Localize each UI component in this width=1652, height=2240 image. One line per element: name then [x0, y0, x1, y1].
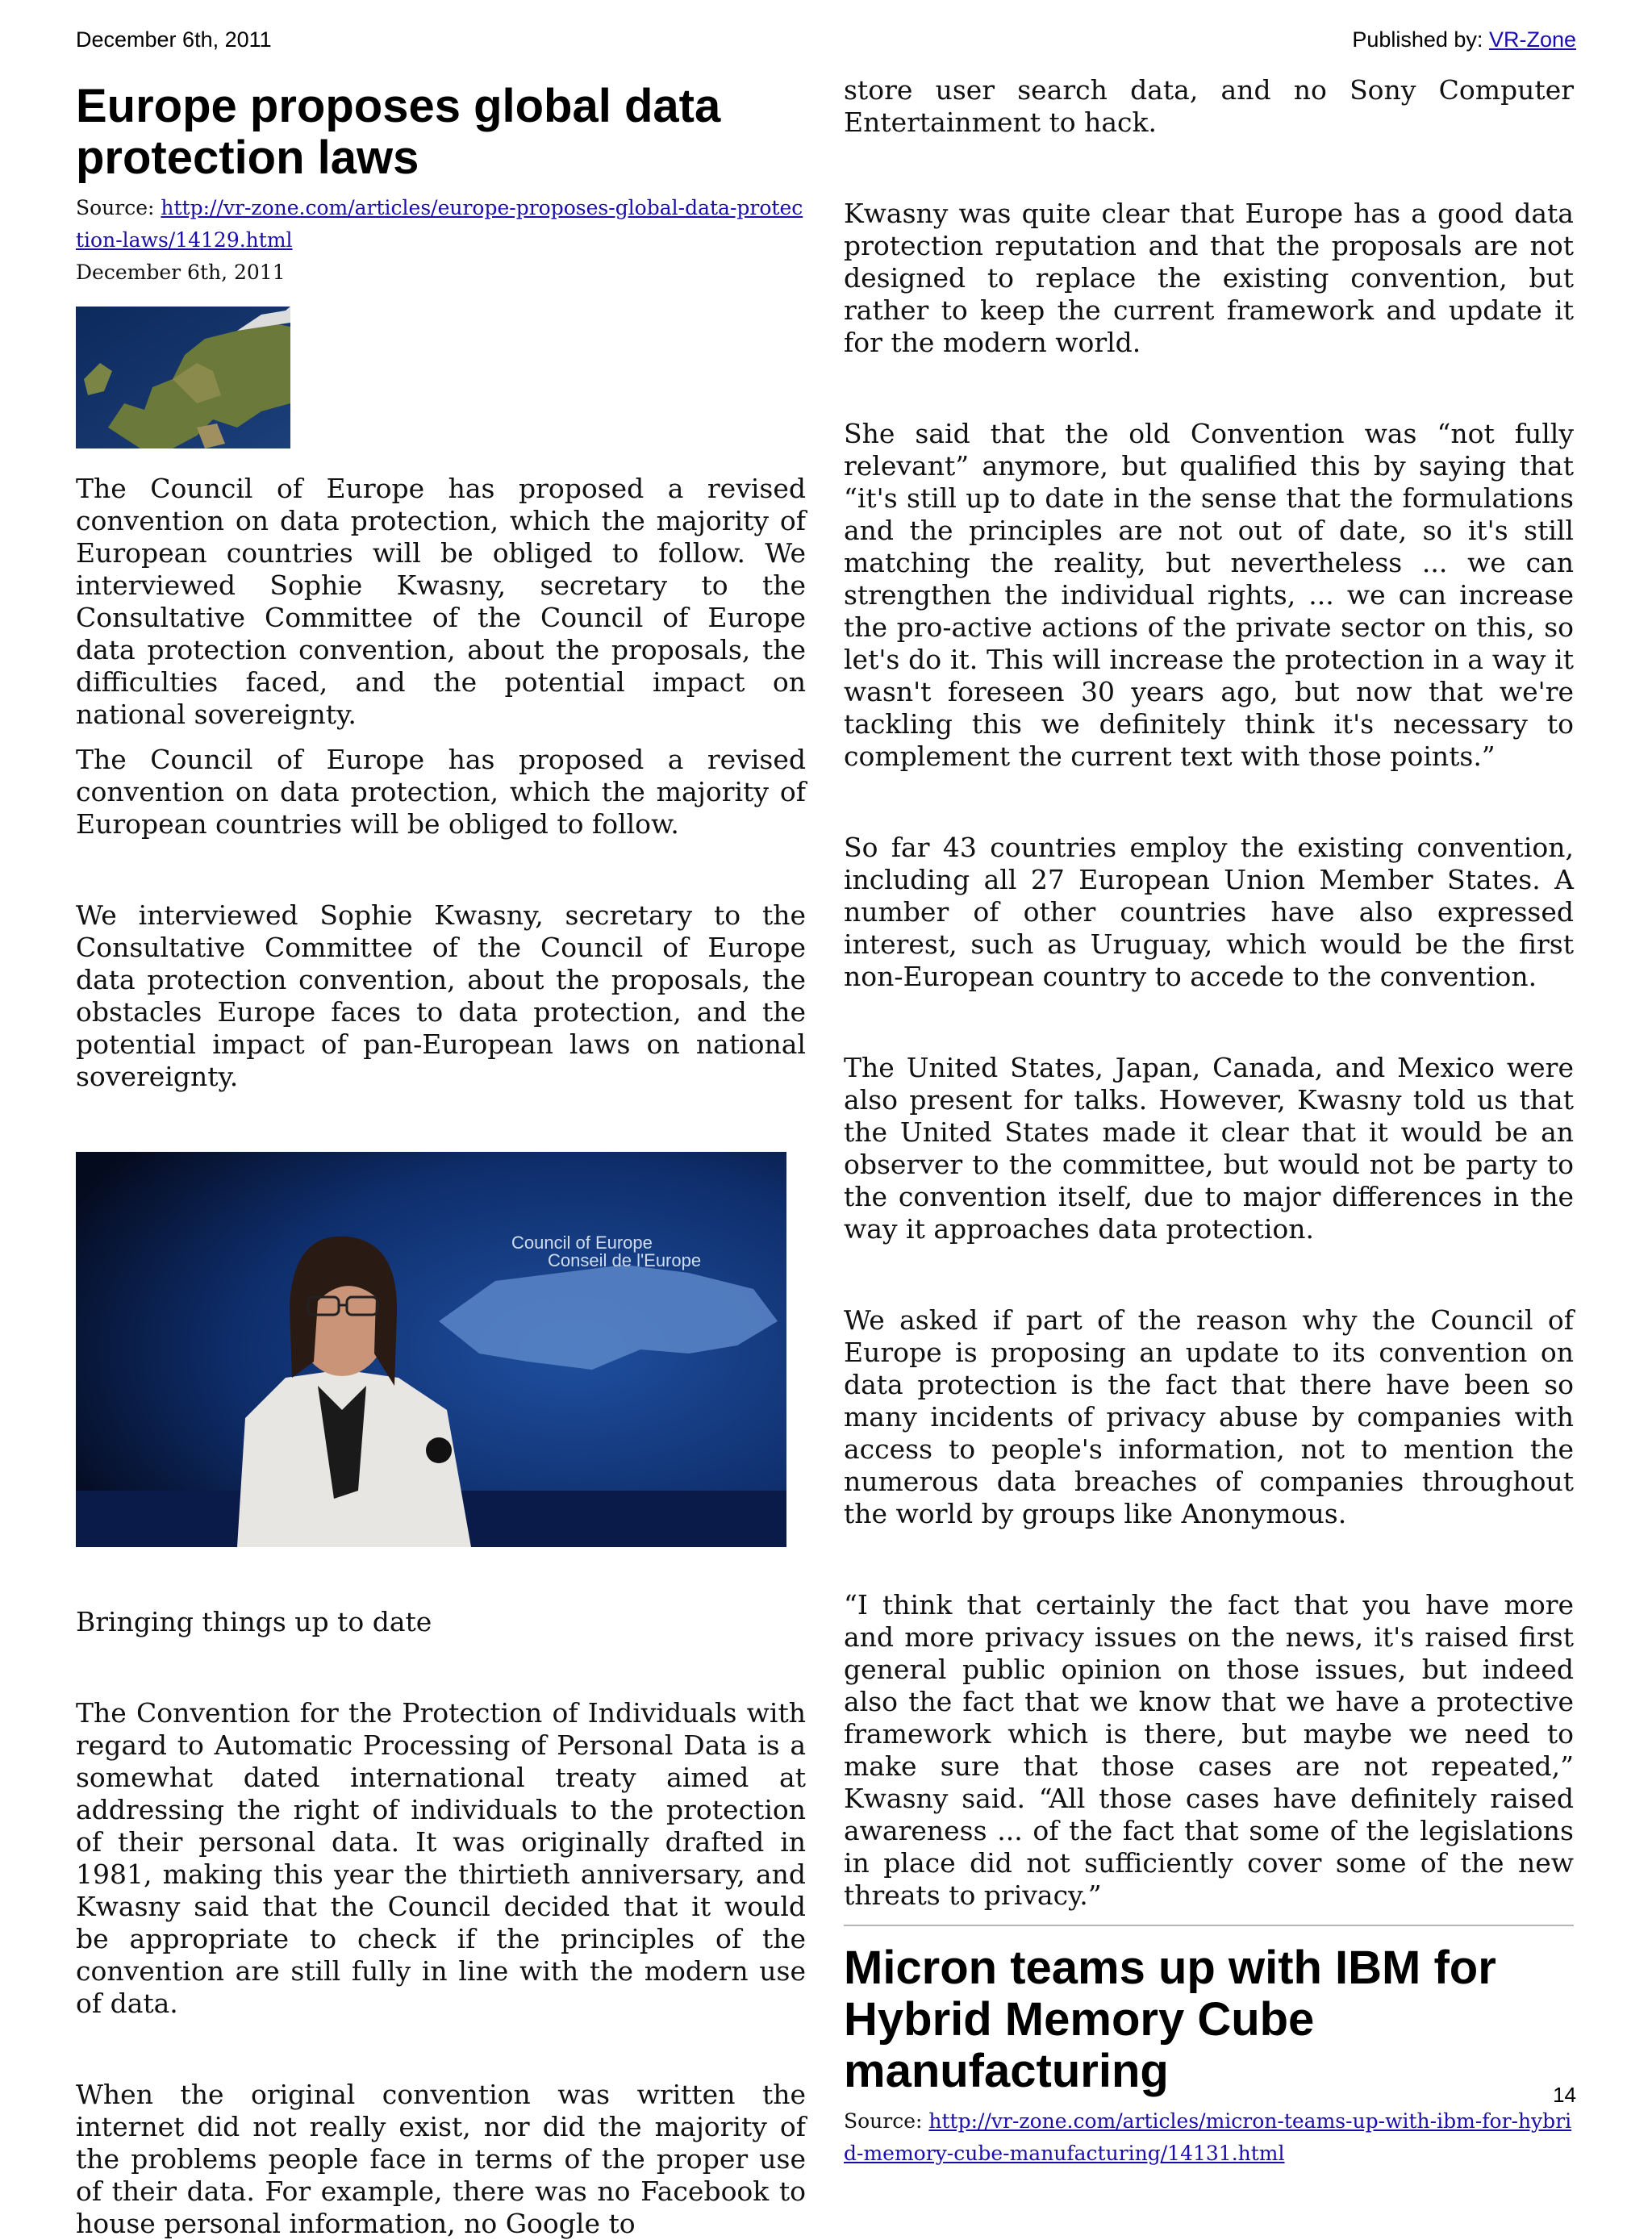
page-number: 14	[1553, 2083, 1576, 2107]
paragraph: The Convention for the Protection of Individuals with regard to Automatic Processing of Personal Data is a somewhat dated international treaty aimed at addressing the right of individuals to the protection of their personal data. It was originally drafted in 1981, making this year the thirtieth anniversary, and Kwasny said that the Council decided that it would be appropriate to check if the principles of the convention are still fully in line with the modern use of data.	[76, 1697, 806, 2019]
right-column	[844, 74, 1574, 2170]
header-date: December 6th, 2011	[76, 27, 272, 52]
header-publisher	[1352, 27, 1576, 52]
paragraph: She said that the old Convention was “not fully relevant” anymore, but qualified this by saying that “it's still up to date in the sense that the formulations and the principles are not out of date, so it's still matching the reality, but nevertheless ... we can strengthen the individual rights, ... we can increase the pro-active actions of the private sector on this, so let's do it. This will increase the protection in a way it wasn't foreseen 30 years ago, but now that we're tackling this we definitely think it's necessary to complement the current text with those points.”	[844, 418, 1574, 772]
article2-source-link[interactable]: http://vr-zone.com/articles/micron-teams-up-with-ibm-for-hybrid-memory-cube-manufacturing/14131.html	[844, 2109, 1572, 2165]
paragraph: “I think that certainly the fact that you have more and more privacy issues on the news, it's raised first general public opinion on those issues, but indeed also the fact that we know that we have a protective framework which is there, but maybe we need to make sure that those cases are not repeated,” Kwasny said. “All those cases have definitely raised awareness ... of the fact that some of the legislations in place did not sufficiently cover some of the new threats to privacy.”	[844, 1589, 1574, 1911]
paragraph: We asked if part of the reason why the Council of Europe is proposing an update to its convention on data protection is the fact that there have been so many incidents of privacy abuse by companies with access to people's information, not to mention the numerous data breaches of companies throughout the world by groups like Anonymous.	[844, 1304, 1574, 1529]
paragraph: The United States, Japan, Canada, and Mexico were also present for talks. However, Kwasny told us that the United States made it clear that it would be an observer to the committee, but would not be party to the convention itself, due to major differences in the way it approaches data protection.	[844, 1052, 1574, 1245]
published-by-label: Published by:	[1352, 27, 1483, 52]
section-heading: Bringing things up to date	[76, 1606, 432, 1637]
paragraph: The Council of Europe has proposed a revised convention on data protection, which the majority of European countries will be obliged to follow.	[76, 744, 806, 840]
interview-photo	[76, 1152, 786, 1547]
article-source	[76, 192, 806, 257]
publisher-link[interactable]: VR-Zone	[1488, 27, 1576, 52]
paragraph: So far 43 countries employ the existing convention, including all 27 European Union Member States. A number of other countries have also expressed interest, such as Uruguay, which would be the first non-European country to accede to the convention.	[844, 832, 1574, 992]
paragraph: store user search data, and no Sony Computer Entertainment to hack.	[844, 74, 1574, 138]
europe-map-image	[76, 307, 290, 448]
source-label: Source:	[76, 196, 155, 219]
article2-title: Micron teams up with IBM for Hybrid Memory Cube manufacturing	[844, 1942, 1496, 2097]
paragraph: When the original convention was written the internet did not really exist, nor did the majority of the problems people face in terms of the proper use of their data. For example, there was no Facebook to house personal information, no Google to	[76, 2079, 806, 2239]
paragraph: We interviewed Sophie Kwasny, secretary to the Consultative Committee of the Council of Europe data protection convention, about the proposals, the obstacles Europe faces to data protection, and the potential impact of pan-European laws on national sovereignty.	[76, 899, 806, 1092]
source-label: Source:	[844, 2109, 923, 2133]
paragraph: The Council of Europe has proposed a revised convention on data protection, which the majority of European countries will be obliged to follow. We interviewed Sophie Kwasny, secretary to the Consultative Committee of the Council of Europe data protection convention, about the proposals, the difficulties faced, and the potential impact on national sovereignty.	[76, 473, 806, 730]
article-date: December 6th, 2011	[76, 261, 286, 284]
left-column	[76, 81, 806, 2240]
photo-banner-line2: Conseil de l'Europe	[548, 1250, 702, 1270]
paragraph: Kwasny was quite clear that Europe has a good data protection reputation and that the proposals are not designed to replace the existing convention, but rather to keep the current framework and update it for the modern world.	[844, 198, 1574, 358]
source-link[interactable]: http://vr-zone.com/articles/europe-proposes-global-data-protection-laws/14129.html	[76, 196, 803, 252]
article-title: Europe proposes global data protection laws	[76, 80, 721, 184]
photo-banner-line1: Council of Europe	[511, 1233, 653, 1253]
article-divider	[844, 1925, 1574, 1926]
article2-source	[844, 2105, 1574, 2170]
